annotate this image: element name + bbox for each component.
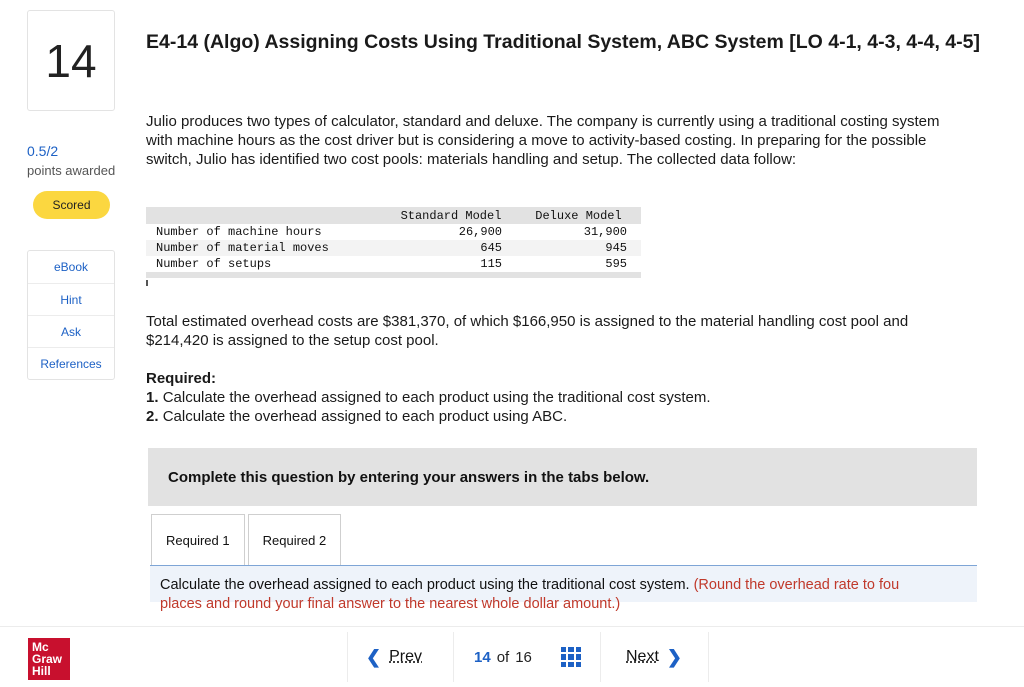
of-label: of (496, 648, 510, 666)
table-row (146, 256, 641, 272)
required-item-text: Calculate the overhead assigned to each product using the traditional cost system. (162, 389, 711, 406)
overhead-paragraph: Total estimated overhead costs are $381,370, of which $166,950 is assigned to the material handling cost pool and $214,420 is assigned to the setup cost pool. (146, 313, 909, 349)
ask-link[interactable]: Ask (28, 315, 114, 347)
chevron-right-icon: ❯ (666, 646, 682, 667)
cell-standard: 26,900 (458, 225, 502, 239)
required-item-text: Calculate the overhead assigned to each product using ABC. (162, 408, 568, 425)
status-badge: Scored (33, 191, 110, 219)
required-item (146, 388, 711, 407)
tab-required-2[interactable]: Required 2 (248, 514, 342, 566)
tab-required-1[interactable]: Required 1 (151, 514, 245, 567)
score-value: 0.5/2 (27, 143, 59, 159)
table-header-deluxe: Deluxe Model (516, 207, 641, 224)
required-item-number: 1. (146, 389, 159, 406)
required-section (146, 369, 711, 426)
question-grid-icon[interactable] (561, 647, 581, 667)
points-awarded-label: points awarded (27, 163, 116, 178)
row-label: Number of machine hours (156, 225, 322, 239)
table-header-standard: Standard Model (386, 207, 516, 224)
hint-link[interactable]: Hint (28, 283, 114, 315)
required-item-number: 2. (146, 408, 159, 425)
cell-deluxe: 945 (516, 240, 641, 256)
cell-standard: 115 (480, 257, 502, 271)
required-heading: Required: (146, 370, 217, 387)
page-indicator[interactable] (474, 627, 532, 687)
logo-line: Mc (32, 640, 49, 654)
question-number: 14 (27, 10, 115, 111)
tab-panel (150, 565, 977, 612)
tab-instruction-text: Calculate the overhead assigned to each product using the traditional cost system. (160, 577, 690, 593)
table-header-blank (146, 207, 386, 224)
rounding-note: (Round the overhead rate to fou (693, 577, 900, 593)
table-row (146, 224, 641, 240)
next-button[interactable] (618, 627, 682, 687)
logo-line: Hill (32, 664, 51, 678)
logo-line: Graw (32, 652, 63, 666)
references-link[interactable]: References (28, 347, 114, 379)
chevron-left-icon: ❮ (366, 646, 382, 667)
points-summary (27, 142, 127, 180)
rounding-note-continued: places and round your final answer to the nearest whole dollar amount.) (160, 596, 621, 612)
row-label: Number of setups (156, 257, 272, 271)
intro-paragraph: Julio produces two types of calculator, standard and deluxe. The company is currently using a traditional costing system with machine hours as the cost driver but is considering a move to activity-based costing. In preparing for the possible switch, Julio has identified two cost pools: materials handling and setup. The collected data follow: (146, 113, 940, 168)
table-row (146, 240, 641, 256)
prev-button[interactable] (366, 627, 430, 687)
question-title: E4-14 (Algo) Assigning Costs Using Traditional System, ABC System [LO 4-1, 4-3, 4-4, 4-5] (146, 31, 980, 53)
cost-data-table (146, 207, 641, 278)
tab-instruction (160, 577, 899, 593)
cell-deluxe: 595 (605, 257, 627, 271)
cell-standard: 645 (386, 240, 516, 256)
current-page: 14 (474, 648, 491, 666)
prev-label: Prev (389, 648, 422, 665)
ebook-link[interactable]: eBook (53, 260, 89, 274)
divider (600, 632, 601, 682)
cell-deluxe: 31,900 (583, 225, 627, 239)
divider (347, 632, 348, 682)
instruction-banner: Complete this question by entering your answers in the tabs below. (148, 448, 977, 506)
footer-nav (0, 626, 1024, 686)
divider (453, 632, 454, 682)
resource-links (27, 250, 115, 380)
required-item (146, 407, 711, 426)
row-label: Number of material moves (146, 240, 386, 256)
divider (708, 632, 709, 682)
answer-tabs (151, 514, 344, 567)
mcgraw-hill-logo (28, 638, 70, 680)
total-pages: 16 (515, 648, 532, 666)
next-label: Next (626, 648, 659, 665)
table-divider (146, 280, 148, 286)
